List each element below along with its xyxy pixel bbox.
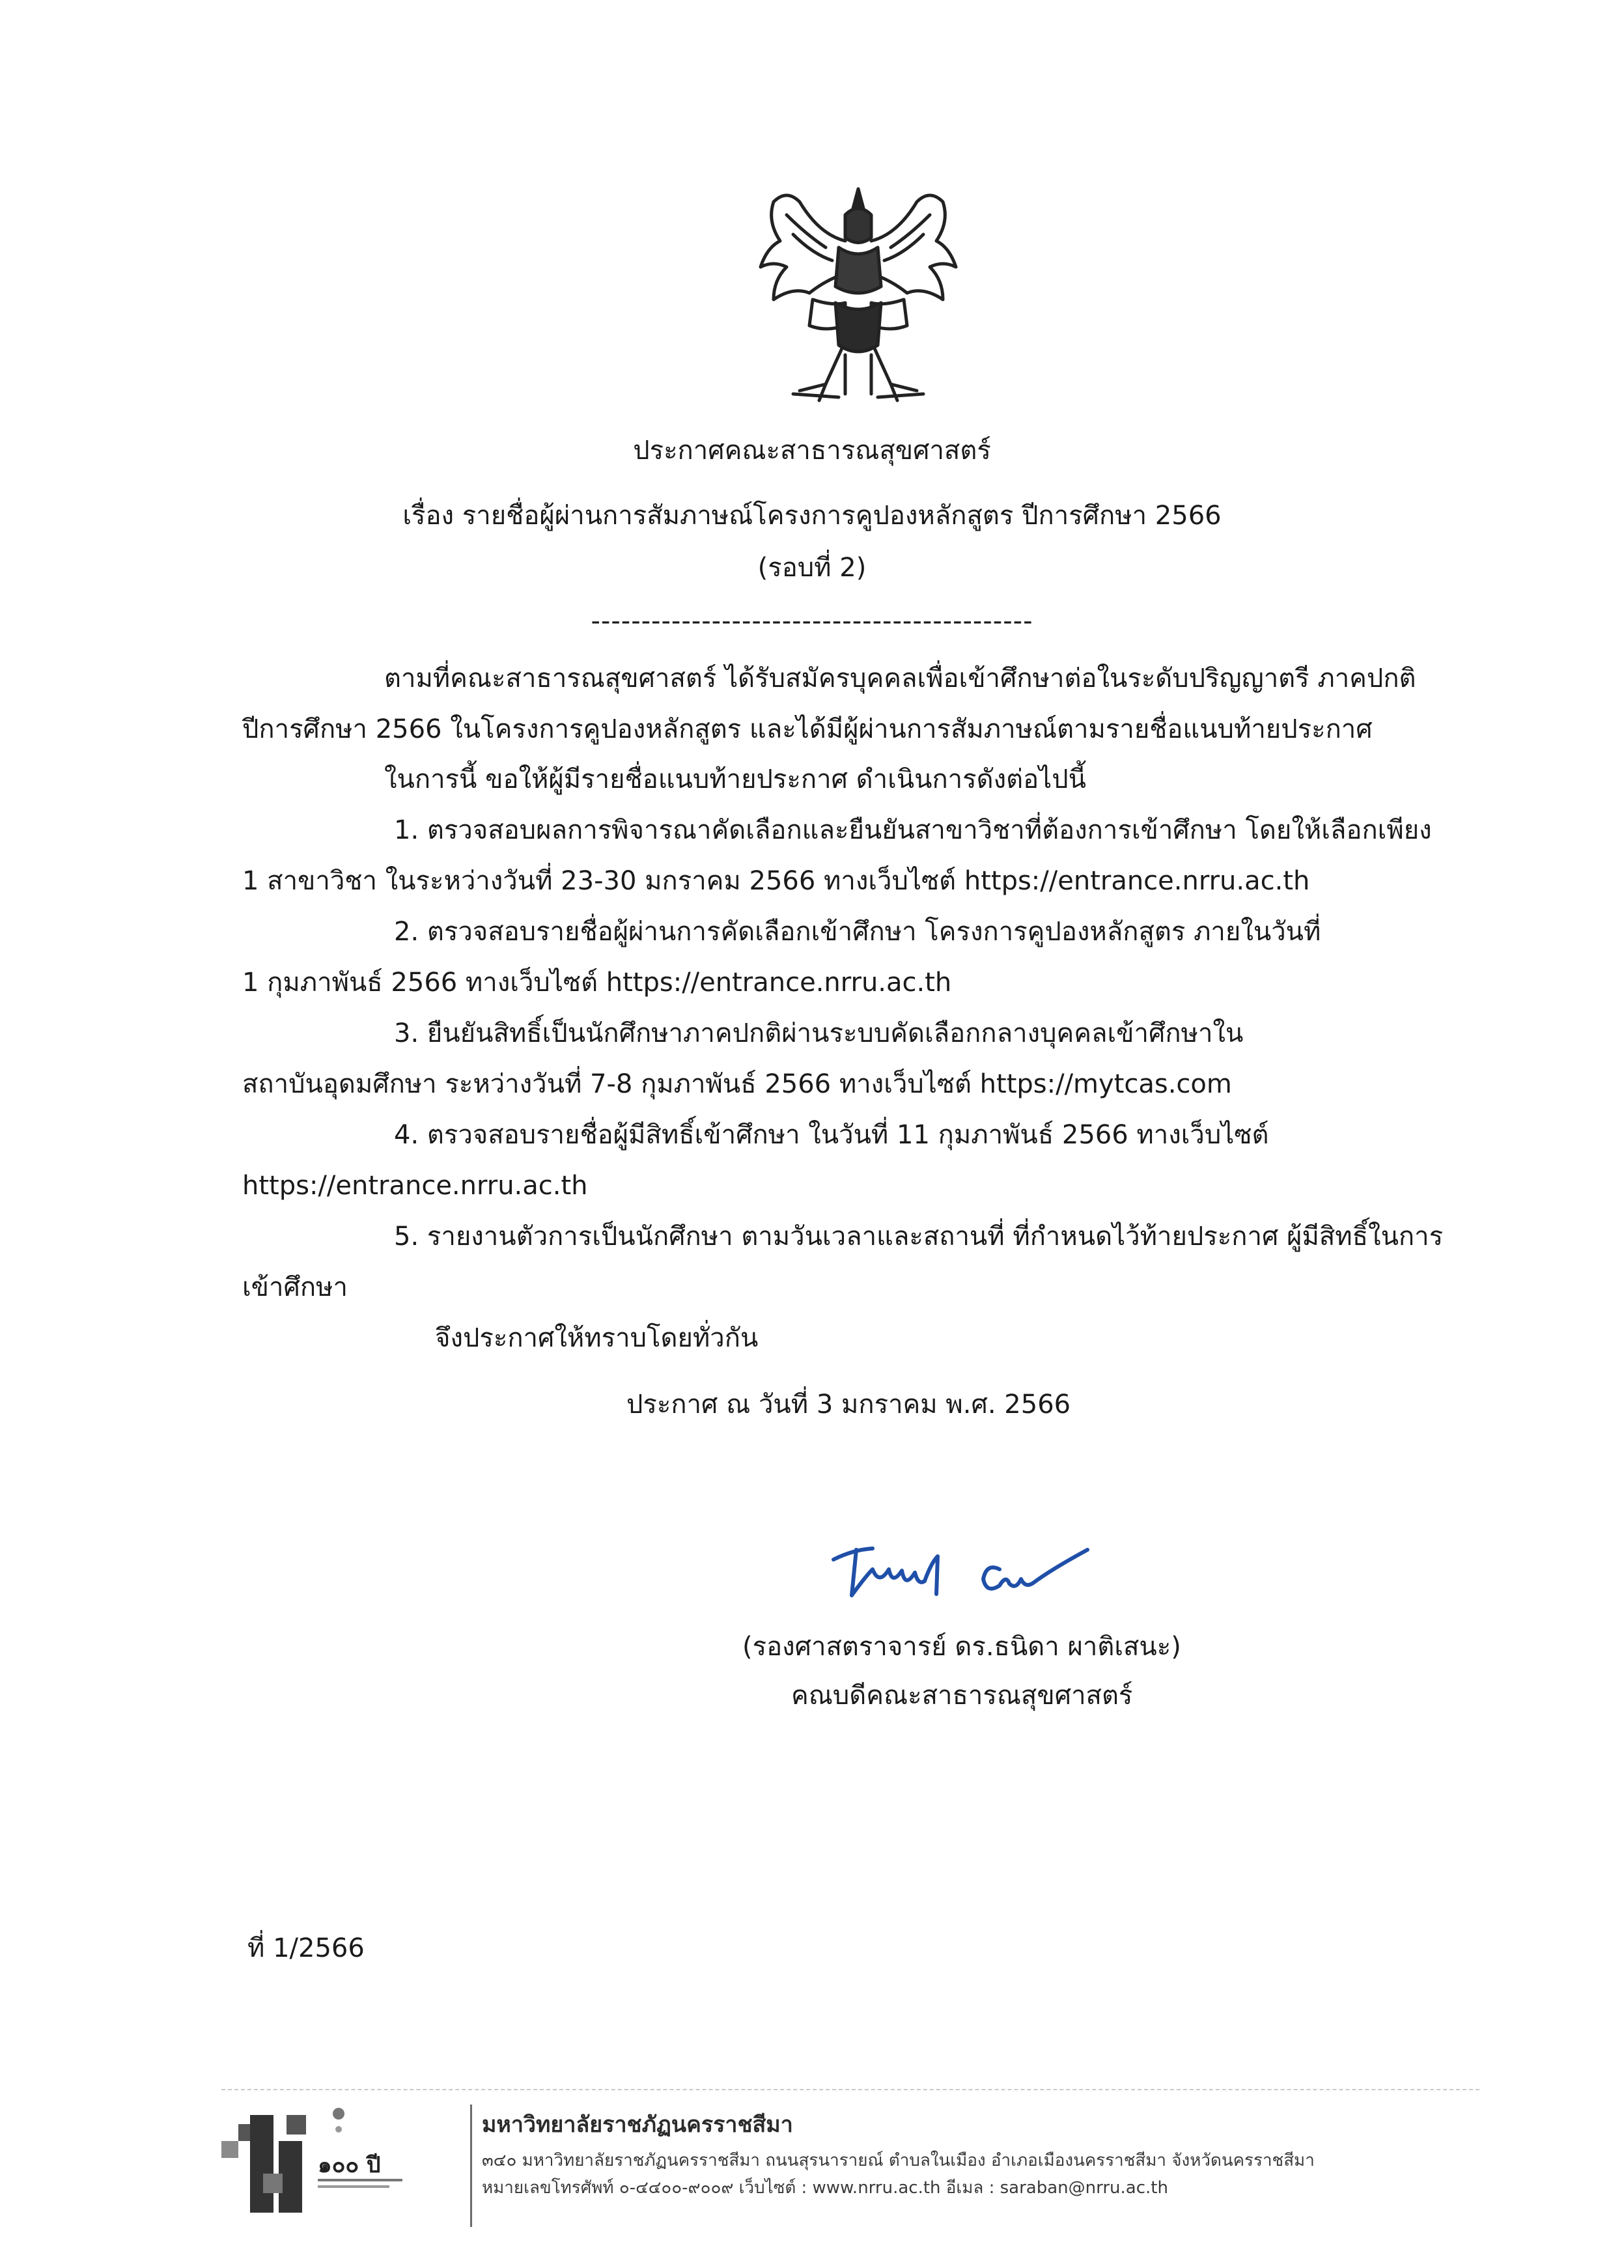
logo-text: ๑๐๐ ปี [318, 2152, 381, 2178]
announcement-title: ประกาศคณะสาธารณสุขศาสตร์ [633, 436, 991, 466]
announcement-subject: เรื่อง รายชื่อผู้ผ่านการสัมภาษณ์โครงการคูปองหลักสูตร ปีการศึกษา 2566 [402, 501, 1222, 531]
intro-line-2: ปีการศึกษา 2566 ในโครงการคูปองหลักสูตร และได้มีผู้ผ่านการสัมภาษณ์ตามรายชื่อแนบท้ายประกาศ [242, 714, 1373, 744]
item-1-line-1: 1. ตรวจสอบผลการพิจารณาคัดเลือกและยืนยันสาขาวิชาที่ต้องการเข้าศึกษา โดยให้เลือกเพียง [394, 815, 1432, 845]
item-2-line-2: 1 กุมภาพันธ์ 2566 ทางเว็บไซต์ https://entrance.nrru.ac.th [242, 968, 952, 998]
item-2-line-1: 2. ตรวจสอบรายชื่อผู้ผ่านการคัดเลือกเข้าศึกษา โครงการคูปองหลักสูตร ภายในวันที่ [394, 917, 1321, 947]
item-4-line-2: https://entrance.nrru.ac.th [242, 1171, 588, 1201]
handwritten-signature [827, 1524, 1100, 1608]
item-3-line-1: 3. ยืนยันสิทธิ์เป็นนักศึกษาภาคปกติผ่านระบบคัดเลือกกลางบุคคลเข้าศึกษาใน [394, 1018, 1244, 1048]
document-number: ที่ 1/2566 [247, 1933, 365, 1963]
footer-separator [470, 2105, 472, 2227]
footer-contact: หมายเลขโทรศัพท์ ๐-๔๔๐๐-๙๐๐๙ เว็บไซต์ : www.nrru.ac.th อีเมล : saraban@nrru.ac.th [482, 2178, 1168, 2198]
signer-name: (รองศาสตราจารย์ ดร.ธนิดา ผาติเสนะ) [742, 1632, 1181, 1662]
item-4-line-1: 4. ตรวจสอบรายชื่อผู้มีสิทธิ์เข้าศึกษา ในวันที่ 11 กุมภาพันธ์ 2566 ทางเว็บไซต์ [394, 1120, 1269, 1150]
footer-divider [221, 2089, 1479, 2090]
divider: -------------------------------------------- [591, 606, 1033, 636]
intro-line-3: ในการนี้ ขอให้ผู้มีรายชื่อแนบท้ายประกาศ ดำเนินการดังต่อไปนี้ [384, 764, 1086, 794]
footer-address: ๓๔๐ มหาวิทยาลัยราชภัฏนครราชสีมา ถนนสุรนารายณ์ ตำบลในเมือง อำเภอเมืองนครราชสีมา จังหวัดนครราชสีมา [482, 2151, 1315, 2170]
intro-line-1: ตามที่คณะสาธารณสุขศาสตร์ ได้รับสมัครบุคคลเพื่อเข้าศึกษาต่อในระดับปริญญาตรี ภาคปกติ [384, 664, 1416, 693]
closing-statement: จึงประกาศให้ทราบโดยทั่วกัน [435, 1323, 759, 1353]
item-1-line-2: 1 สาขาวิชา ในระหว่างวันที่ 23-30 มกราคม 2566 ทางเว็บไซต์ https://entrance.nrru.ac.th [242, 866, 1310, 896]
item-5-line-1: 5. รายงานตัวการเป็นนักศึกษา ตามวันเวลาและสถานที่ ที่กำหนดไว้ท้ายประกาศ ผู้มีสิทธิ์ในการ [394, 1222, 1444, 1252]
footer-university-name: มหาวิทยาลัยราชภัฏนครราชสีมา [482, 2112, 793, 2138]
university-100-year-logo [221, 2102, 410, 2232]
item-5-line-2: เข้าศึกษา [242, 1272, 348, 1302]
item-3-line-2: สถาบันอุดมศึกษา ระหว่างวันที่ 7-8 กุมภาพันธ์ 2566 ทางเว็บไซต์ https://mytcas.com [242, 1069, 1232, 1099]
signer-position: คณบดีคณะสาธารณสุขศาสตร์ [791, 1681, 1133, 1711]
announcement-round: (รอบที่ 2) [757, 553, 867, 583]
announcement-date: ประกาศ ณ วันที่ 3 มกราคม พ.ศ. 2566 [626, 1390, 1071, 1420]
garuda-emblem-icon [748, 176, 969, 410]
